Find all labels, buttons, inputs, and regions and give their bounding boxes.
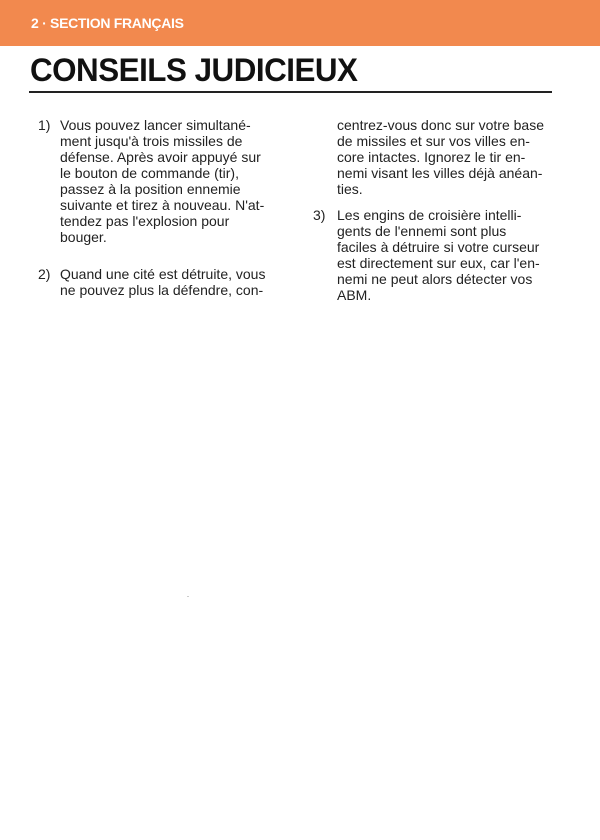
tip-number: 1) (38, 117, 51, 133)
section-label: 2 · SECTION FRANÇAIS (31, 15, 184, 31)
tip-number: 2) (38, 266, 51, 282)
tip-text: Vous pouvez lancer simultané- ment jusqu'à trois missiles de défense. Après avoir appuyé sur le bouton de commande (tir), passez à la position ennemie suivante et tirez à nouveau. N'at- tendez pas l'explosion pour bouger. (60, 117, 265, 245)
title-underline (29, 91, 552, 93)
tip-2 (38, 266, 288, 306)
tip-text: Les engins de croisière intelli- gents de l'ennemi sont plus faciles à détruire si votre curseur est directement sur eux, car l'en- nemi ne peut alors détecter vos ABM. (337, 207, 540, 303)
paper-speck (187, 596, 189, 597)
tip-1 (38, 117, 288, 245)
tip-number: 3) (313, 207, 326, 223)
tip-3 (313, 207, 573, 307)
tip-2-continuation (337, 117, 567, 197)
section-header-band (0, 0, 600, 46)
tip-text: Quand une cité est détruite, vous ne pouvez plus la défendre, con- (60, 266, 266, 298)
page-title: CONSEILS JUDICIEUX (30, 52, 358, 88)
tip-text-continued: centrez-vous donc sur votre base de missiles et sur vos villes en- core intactes. Ignorez le tir en- nemi visant les villes déjà anéan- ties. (337, 117, 544, 197)
